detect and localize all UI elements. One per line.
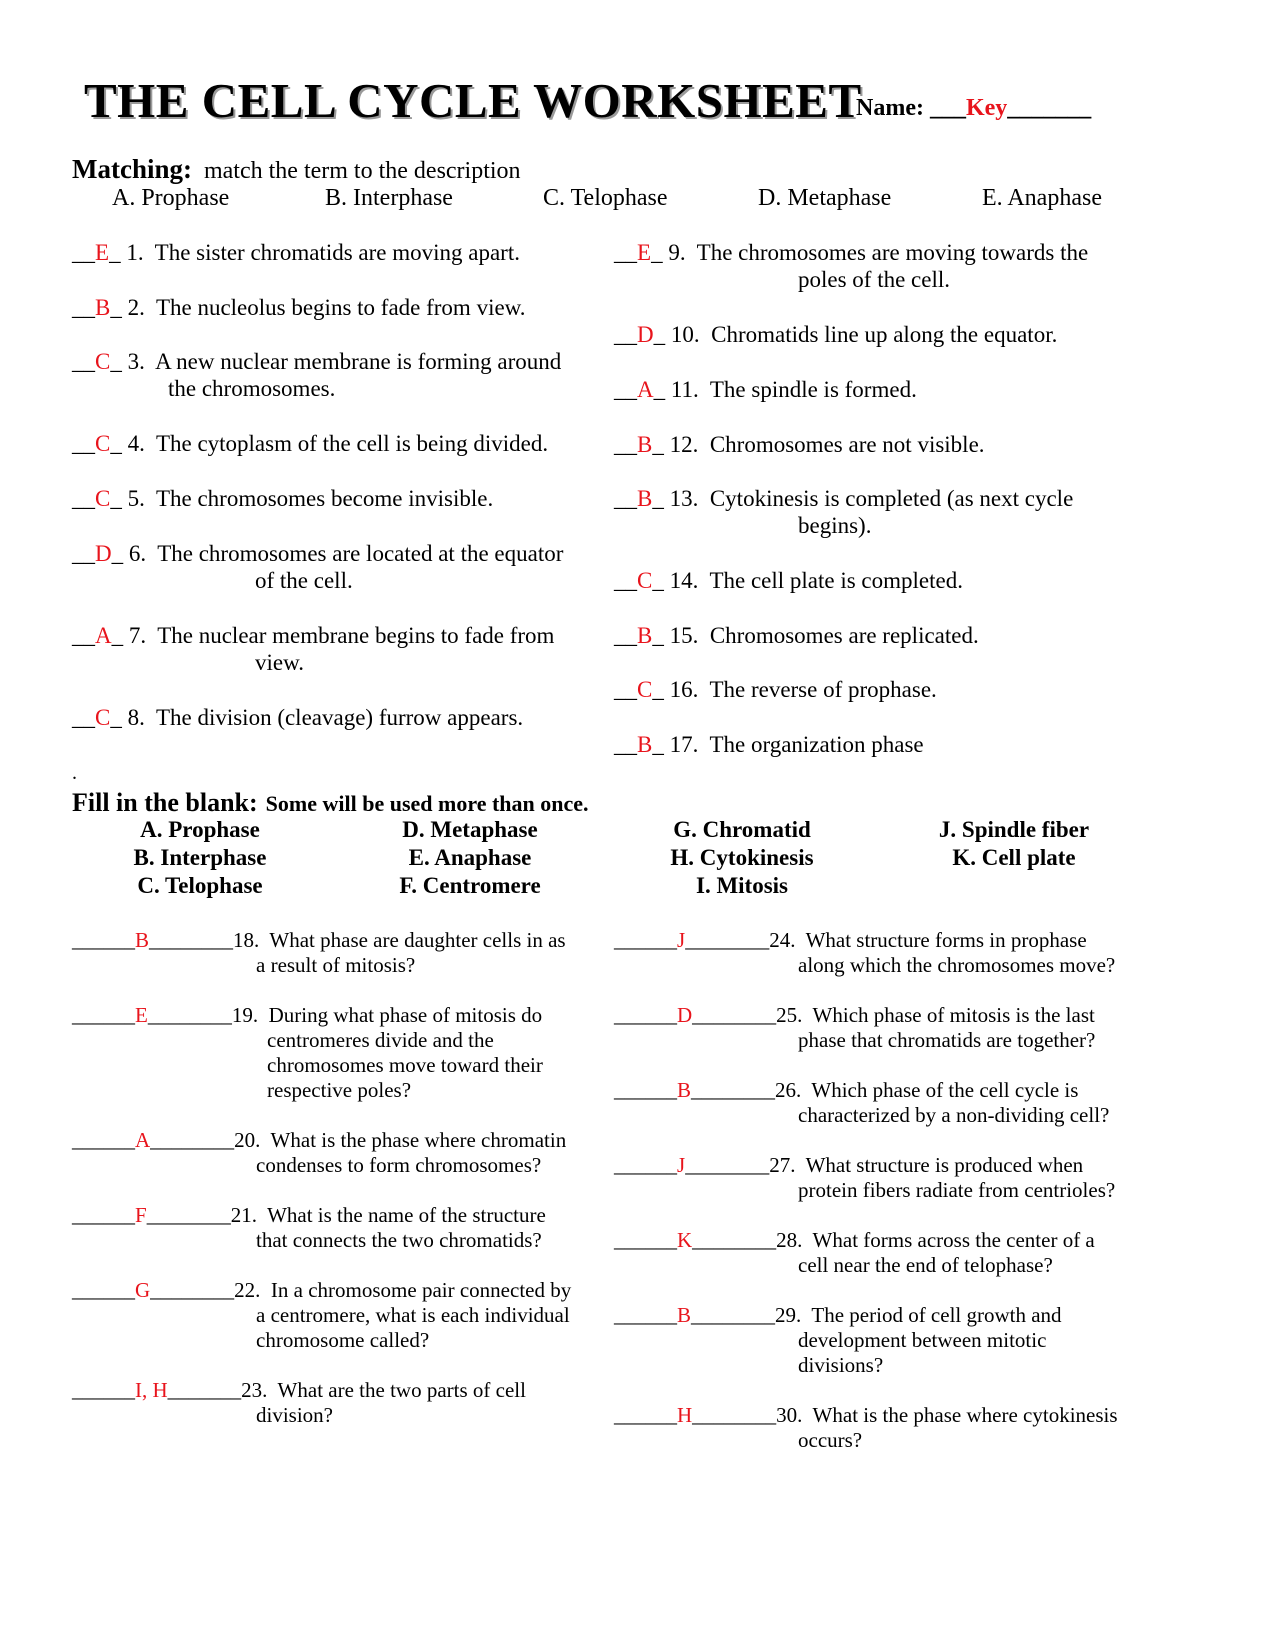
question-number: 5.	[127, 486, 156, 511]
matching-question	[614, 239, 1088, 267]
answer-blank: _	[652, 486, 670, 511]
question-text: The period of cell growth and	[811, 1303, 1062, 1327]
question-number: 17.	[669, 732, 710, 757]
question-number: 6.	[128, 541, 158, 566]
answer-blank: ________	[149, 928, 234, 952]
matching-question	[614, 622, 979, 650]
question-number: 2.	[127, 295, 156, 320]
answer-value: E	[135, 1003, 148, 1027]
question-text: Which phase of mitosis is the last	[812, 1003, 1095, 1027]
question-text-continued: of the cell.	[255, 568, 353, 593]
question-number: 27.	[769, 1153, 806, 1177]
question-text-continued: cell near the end of telophase?	[798, 1253, 1053, 1277]
answer-value: A	[95, 623, 112, 648]
question-text: Chromosomes are not visible.	[709, 432, 985, 457]
answer-blank: _______	[167, 1378, 242, 1402]
answer-value: J	[677, 1153, 686, 1177]
fill-heading-row	[72, 788, 589, 818]
question-text-continued: centromeres divide and the	[267, 1028, 494, 1052]
fill-question	[614, 1227, 1095, 1253]
answer-blank: __	[614, 240, 637, 265]
matching-question	[614, 567, 963, 595]
question-text: What structure is produced when	[805, 1153, 1084, 1177]
question-text-continued: occurs?	[798, 1428, 863, 1452]
word-bank-item: F. Centromere	[399, 873, 541, 898]
matching-question	[614, 731, 924, 759]
answer-blank: _	[653, 322, 671, 347]
answer-blank: ________	[691, 1303, 776, 1327]
fill-question	[72, 1202, 546, 1228]
answer-value: G	[135, 1278, 151, 1302]
word-bank-item: K. Cell plate	[952, 845, 1076, 870]
question-number: 26.	[775, 1078, 812, 1102]
answer-value: K	[677, 1228, 693, 1252]
question-text-continued: begins).	[798, 513, 872, 538]
answer-blank: ______	[72, 1378, 135, 1402]
answer-blank: _	[652, 677, 670, 702]
answer-value: B	[95, 295, 111, 320]
name-suffix-line: _______	[1007, 95, 1092, 121]
answer-value: C	[637, 677, 653, 702]
answer-blank: _	[110, 705, 128, 730]
answer-blank: _	[652, 623, 670, 648]
answer-blank: _	[110, 295, 128, 320]
answer-blank: __	[72, 295, 95, 320]
matching-question	[72, 622, 554, 650]
answer-value: E	[95, 240, 110, 265]
worksheet-title: THE CELL CYCLE WORKSHEET	[84, 73, 862, 128]
answer-blank: __	[614, 623, 637, 648]
question-text: Chromatids line up along the equator.	[711, 322, 1058, 347]
question-text: What is the phase where chromatin	[270, 1128, 567, 1152]
question-text: What are the two parts of cell	[277, 1378, 526, 1402]
question-number: 13.	[669, 486, 710, 511]
answer-blank: __	[614, 486, 637, 511]
term-telophase: C. Telophase	[543, 185, 668, 211]
fill-question	[614, 1002, 1095, 1028]
question-text: In a chromosome pair connected by	[270, 1278, 572, 1302]
word-bank-item: D. Metaphase	[402, 817, 538, 842]
matching-question	[614, 676, 937, 704]
question-number: 19.	[231, 1003, 269, 1027]
answer-value: B	[135, 928, 150, 952]
answer-blank: ________	[150, 1128, 235, 1152]
matching-question	[72, 239, 520, 267]
matching-question	[72, 704, 523, 732]
question-number: 21.	[230, 1203, 268, 1227]
word-bank-item: H. Cytokinesis	[670, 845, 814, 870]
question-text-continued: respective poles?	[267, 1078, 412, 1102]
question-number: 23.	[241, 1378, 278, 1402]
question-number: 28.	[776, 1228, 813, 1252]
answer-blank: _	[653, 377, 671, 402]
answer-value: I, H	[135, 1378, 168, 1402]
question-text: What phase are daughter cells in as	[269, 928, 566, 952]
question-number: 9.	[668, 240, 697, 265]
question-text-continued: a result of mitosis?	[256, 953, 416, 977]
separator-dot: .	[72, 762, 77, 784]
name-field	[856, 95, 1091, 122]
answer-blank: _	[651, 240, 669, 265]
answer-blank: __	[72, 486, 95, 511]
answer-value: A	[135, 1128, 151, 1152]
answer-value: A	[637, 377, 654, 402]
matching-question	[72, 485, 493, 513]
word-bank-item: A. Prophase	[140, 817, 260, 842]
question-text: Chromosomes are replicated.	[709, 623, 979, 648]
answer-blank: ______	[614, 1228, 677, 1252]
question-text: The cell plate is completed.	[709, 568, 963, 593]
answer-value: B	[637, 623, 653, 648]
term-interphase: B. Interphase	[325, 185, 453, 211]
answer-blank: __	[614, 432, 637, 457]
question-text: The organization phase	[709, 732, 924, 757]
answer-value: D	[95, 541, 112, 566]
answer-blank: ________	[146, 1203, 231, 1227]
question-text: What is the name of the structure	[267, 1203, 546, 1227]
fill-heading: Fill in the blank:	[72, 788, 258, 817]
question-text: What forms across the center of a	[812, 1228, 1095, 1252]
question-text-continued: the chromosomes.	[168, 376, 336, 401]
answer-blank: ________	[692, 1228, 777, 1252]
answer-value: F	[135, 1203, 147, 1227]
question-text-continued: division?	[256, 1403, 333, 1427]
matching-question	[614, 321, 1057, 349]
name-value: Key	[965, 95, 1008, 121]
question-number: 15.	[669, 623, 710, 648]
question-number: 14.	[669, 568, 710, 593]
question-text: During what phase of mitosis do	[268, 1003, 543, 1027]
answer-blank: ______	[614, 1078, 677, 1102]
answer-blank: __	[72, 541, 95, 566]
fill-question	[614, 1077, 1078, 1103]
answer-blank: _	[111, 623, 129, 648]
question-text: What is the phase where cytokinesis	[812, 1403, 1118, 1427]
word-bank-item: I. Mitosis	[696, 873, 788, 898]
question-text: The nucleolus begins to fade from view.	[155, 295, 526, 320]
fill-question	[614, 1302, 1062, 1328]
answer-blank: ______	[614, 1403, 677, 1427]
answer-blank: ________	[691, 1078, 776, 1102]
question-text-continued: poles of the cell.	[798, 267, 951, 292]
term-anaphase: E. Anaphase	[982, 185, 1102, 211]
answer-blank: __	[72, 705, 95, 730]
answer-blank: __	[72, 431, 95, 456]
answer-value: H	[677, 1403, 693, 1427]
question-text-continued: phase that chromatids are together?	[798, 1028, 1096, 1052]
question-number: 22.	[234, 1278, 271, 1302]
matching-instruction: match the term to the description	[203, 158, 521, 184]
question-text-continued: along which the chromosomes move?	[798, 953, 1116, 977]
matching-heading-row	[72, 154, 521, 185]
answer-value: B	[677, 1303, 692, 1327]
term-metaphase: D. Metaphase	[758, 185, 892, 211]
question-number: 29.	[775, 1303, 812, 1327]
answer-value: E	[637, 240, 652, 265]
answer-blank: ______	[72, 1278, 135, 1302]
fill-question	[72, 1277, 571, 1303]
question-text-continued: view.	[255, 650, 304, 675]
answer-blank: _	[111, 541, 129, 566]
question-number: 1.	[126, 240, 155, 265]
question-text-continued: a centromere, what is each individual	[256, 1303, 570, 1327]
answer-blank: ________	[692, 1003, 777, 1027]
answer-blank: ______	[614, 1303, 677, 1327]
question-number: 16.	[669, 677, 710, 702]
answer-blank: ______	[72, 928, 135, 952]
question-number: 24.	[769, 928, 806, 952]
answer-blank: ______	[614, 928, 677, 952]
answer-blank: ________	[147, 1003, 232, 1027]
question-text: Which phase of the cell cycle is	[811, 1078, 1079, 1102]
question-text-continued: development between mitotic	[798, 1328, 1047, 1352]
question-number: 12.	[669, 432, 710, 457]
answer-value: C	[95, 705, 111, 730]
question-text-continued: protein fibers radiate from centrioles?	[798, 1178, 1116, 1202]
answer-blank: _	[110, 349, 128, 374]
matching-question	[614, 376, 917, 404]
answer-blank: ________	[685, 1153, 770, 1177]
answer-blank: __	[72, 240, 95, 265]
answer-blank: __	[72, 623, 95, 648]
fill-question	[614, 1152, 1083, 1178]
question-text: What structure forms in prophase	[805, 928, 1087, 952]
matching-question	[72, 294, 526, 322]
answer-value: B	[637, 486, 653, 511]
matching-question	[614, 431, 985, 459]
answer-blank: _	[110, 431, 128, 456]
name-prefix-line: ___	[929, 95, 966, 121]
question-number: 3.	[127, 349, 156, 374]
word-bank-item: C. Telophase	[137, 873, 263, 898]
question-text: The division (cleavage) furrow appears.	[155, 705, 524, 730]
matching-question	[72, 540, 563, 568]
question-text-continued: condenses to form chromosomes?	[256, 1153, 542, 1177]
matching-question	[72, 348, 561, 376]
answer-blank: _	[652, 568, 670, 593]
answer-blank: _	[652, 732, 670, 757]
question-text-continued: that connects the two chromatids?	[256, 1228, 542, 1252]
answer-blank: __	[614, 322, 637, 347]
question-number: 10.	[670, 322, 712, 347]
question-number: 18.	[233, 928, 270, 952]
answer-blank: __	[72, 349, 95, 374]
question-text-continued: chromosome called?	[256, 1328, 430, 1352]
question-text-continued: divisions?	[798, 1353, 884, 1377]
answer-blank: ________	[685, 928, 770, 952]
fill-instruction: Some will be used more than once.	[265, 791, 589, 816]
question-text: The chromosomes are located at the equator	[157, 541, 564, 566]
question-text: The spindle is formed.	[709, 377, 917, 402]
answer-blank: ______	[72, 1203, 135, 1227]
fill-question	[614, 927, 1087, 953]
answer-value: C	[637, 568, 653, 593]
word-bank-item: E. Anaphase	[408, 845, 532, 870]
answer-value: C	[95, 349, 111, 374]
word-bank-item: J. Spindle fiber	[938, 817, 1090, 842]
question-number: 8.	[127, 705, 156, 730]
answer-value: B	[637, 432, 653, 457]
name-label: Name:	[856, 95, 924, 121]
question-text: The nuclear membrane begins to fade from	[157, 623, 555, 648]
answer-value: B	[637, 732, 653, 757]
question-text: The sister chromatids are moving apart.	[154, 240, 520, 265]
answer-value: D	[637, 322, 654, 347]
answer-blank: ______	[72, 1128, 135, 1152]
fill-question	[614, 1402, 1118, 1428]
matching-question	[614, 485, 1073, 513]
answer-value: J	[677, 928, 686, 952]
question-number: 11.	[670, 377, 710, 402]
answer-blank: _	[109, 240, 127, 265]
answer-blank: _	[652, 432, 670, 457]
question-text: A new nuclear membrane is forming around	[155, 349, 562, 374]
answer-blank: ______	[614, 1003, 677, 1027]
question-text: The cytoplasm of the cell is being divided.	[155, 431, 549, 456]
word-bank-item: B. Interphase	[133, 845, 267, 870]
answer-blank: ________	[692, 1403, 777, 1427]
fill-question	[72, 1002, 542, 1028]
question-number: 7.	[128, 623, 158, 648]
question-number: 30.	[776, 1403, 813, 1427]
question-text: The reverse of prophase.	[709, 677, 937, 702]
answer-blank: __	[614, 677, 637, 702]
question-number: 4.	[127, 431, 156, 456]
answer-blank: __	[614, 377, 637, 402]
question-text-continued: characterized by a non-dividing cell?	[798, 1103, 1110, 1127]
fill-question	[72, 927, 566, 953]
answer-value: D	[677, 1003, 693, 1027]
answer-blank: _	[110, 486, 128, 511]
question-text: Cytokinesis is completed (as next cycle	[709, 486, 1074, 511]
answer-blank: ______	[72, 1003, 135, 1027]
fill-question	[72, 1377, 526, 1403]
question-text: The chromosomes become invisible.	[155, 486, 494, 511]
question-text-continued: chromosomes move toward their	[267, 1053, 543, 1077]
question-text: The chromosomes are moving towards the	[696, 240, 1089, 265]
answer-value: C	[95, 486, 111, 511]
answer-value: C	[95, 431, 111, 456]
term-prophase: A. Prophase	[112, 185, 230, 211]
answer-blank: __	[614, 732, 637, 757]
question-number: 25.	[776, 1003, 813, 1027]
answer-value: B	[677, 1078, 692, 1102]
answer-blank: __	[614, 568, 637, 593]
word-bank-item: G. Chromatid	[673, 817, 811, 842]
question-number: 20.	[234, 1128, 271, 1152]
fill-question	[72, 1127, 566, 1153]
matching-heading: Matching:	[72, 154, 192, 184]
answer-blank: ________	[150, 1278, 235, 1302]
matching-question	[72, 430, 548, 458]
answer-blank: ______	[614, 1153, 677, 1177]
